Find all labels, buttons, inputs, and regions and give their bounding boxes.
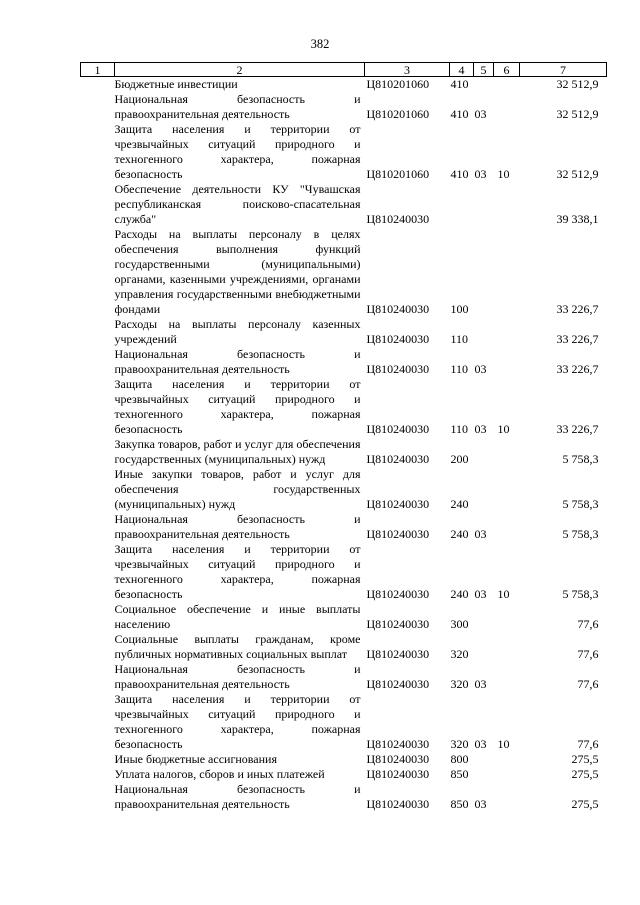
amount-cell: 32 512,9	[556, 167, 599, 181]
subsection-cell	[494, 347, 520, 377]
expense-type-cell: 240	[450, 587, 469, 601]
section-cell	[474, 437, 494, 467]
table-row	[81, 437, 607, 467]
row-number-cell	[81, 377, 115, 437]
target-code-cell: Ц810240030	[366, 737, 430, 751]
target-code-cell: Ц810240030	[366, 452, 430, 466]
table-row	[81, 182, 607, 227]
amount-cell: 5 758,3	[562, 497, 599, 511]
expense-type-cell: 410	[450, 77, 469, 91]
expense-type-cell: 850	[450, 767, 469, 781]
amount-cell: 5 758,3	[562, 452, 599, 466]
amount-cell: 275,5	[571, 752, 599, 766]
target-code-cell: Ц810201060	[366, 107, 430, 121]
expense-type-cell: 100	[450, 302, 469, 316]
target-code-cell: Ц810240030	[366, 497, 430, 511]
table-row	[81, 542, 607, 602]
subsection-cell	[494, 92, 520, 122]
section-cell: 03	[474, 362, 487, 376]
table-row	[81, 122, 607, 182]
expense-type-cell: 300	[450, 617, 469, 631]
item-name-cell: Расходы на выплаты персоналу в целях обеспечения выполнения функций государственными (муниципальными) органами, казенными учреждениями, органами управления государственными внебюджетными фондами	[114, 227, 361, 316]
target-code-cell: Ц810240030	[366, 677, 430, 691]
subsection-cell	[494, 182, 520, 227]
amount-cell: 77,6	[577, 647, 599, 661]
expense-type-cell: 320	[450, 647, 469, 661]
item-name-cell: Национальная безопасность и правоохранительная деятельность	[114, 347, 361, 376]
row-number-cell	[81, 602, 115, 632]
table-row	[81, 782, 607, 812]
section-cell	[474, 227, 494, 317]
table-row	[81, 692, 607, 752]
item-name-cell: Обеспечение деятельности КУ "Чувашская республиканская поисково-спасательная служба"	[114, 182, 361, 226]
page-number: 382	[310, 37, 330, 51]
expense-type-cell: 320	[450, 677, 469, 691]
target-code-cell: Ц810240030	[366, 422, 430, 436]
item-name-cell: Защита населения и территории от чрезвычайных ситуаций природного и техногенного характера, пожарная безопасность	[114, 377, 361, 436]
row-number-cell	[81, 542, 115, 602]
amount-cell: 77,6	[577, 617, 599, 631]
section-cell	[474, 752, 494, 767]
target-code-cell: Ц810240030	[366, 647, 430, 661]
item-name-cell: Национальная безопасность и правоохранительная деятельность	[114, 512, 361, 541]
section-cell: 03	[474, 107, 487, 121]
table-body	[81, 77, 607, 813]
amount-cell: 77,6	[577, 677, 599, 691]
item-name-cell: Закупка товаров, работ и услуг для обеспечения государственных (муниципальных) нужд	[114, 437, 361, 466]
budget-table	[80, 62, 607, 812]
section-cell	[474, 77, 494, 93]
item-name-cell: Национальная безопасность и правоохранительная деятельность	[114, 92, 361, 121]
section-cell: 03	[474, 677, 487, 691]
section-cell: 03	[474, 797, 487, 811]
row-number-cell	[81, 227, 115, 317]
amount-cell: 77,6	[577, 737, 599, 751]
item-name-cell: Защита населения и территории от чрезвычайных ситуаций природного и техногенного характера, пожарная безопасность	[114, 542, 361, 601]
amount-cell: 5 758,3	[562, 527, 599, 541]
expense-type-cell: 850	[450, 797, 469, 811]
item-name-cell: Уплата налогов, сборов и иных платежей	[114, 767, 325, 781]
subsection-cell	[494, 632, 520, 662]
item-name-cell: Социальные выплаты гражданам, кроме публичных нормативных социальных выплат	[114, 632, 361, 661]
amount-cell: 33 226,7	[556, 362, 599, 376]
row-number-cell	[81, 767, 115, 782]
row-number-cell	[81, 77, 115, 93]
target-code-cell: Ц810240030	[366, 302, 430, 316]
target-code-cell: Ц810240030	[366, 767, 430, 781]
row-number-cell	[81, 182, 115, 227]
expense-type-cell: 110	[450, 362, 469, 376]
amount-cell: 33 226,7	[556, 302, 599, 316]
row-number-cell	[81, 122, 115, 182]
amount-cell: 275,5	[571, 767, 599, 781]
row-number-cell	[81, 92, 115, 122]
item-name-cell: Национальная безопасность и правоохранительная деятельность	[114, 782, 361, 811]
column-header: 1	[81, 63, 115, 77]
subsection-cell: 10	[497, 422, 510, 436]
column-header: 4	[450, 63, 474, 77]
amount-cell: 5 758,3	[562, 587, 599, 601]
subsection-cell: 10	[497, 587, 510, 601]
row-number-cell	[81, 782, 115, 812]
expense-type-cell: 240	[450, 497, 469, 511]
subsection-cell: 10	[497, 167, 510, 181]
section-cell	[474, 467, 494, 512]
subsection-cell	[494, 77, 520, 93]
section-cell	[474, 602, 494, 632]
target-code-cell: Ц810240030	[366, 797, 430, 811]
subsection-cell	[494, 602, 520, 632]
target-code-cell: Ц810240030	[366, 362, 430, 376]
table-row	[81, 77, 607, 93]
subsection-cell	[494, 782, 520, 812]
subsection-cell: 10	[497, 737, 510, 751]
section-cell: 03	[474, 737, 487, 751]
table-row	[81, 377, 607, 437]
expense-type-cell: 200	[450, 452, 469, 466]
amount-cell: 33 226,7	[556, 332, 599, 346]
row-number-cell	[81, 512, 115, 542]
target-code-cell: Ц810201060	[366, 77, 430, 91]
subsection-cell	[494, 227, 520, 317]
target-code-cell: Ц810240030	[366, 587, 430, 601]
item-name-cell: Бюджетные инвестиции	[114, 77, 238, 91]
row-number-cell	[81, 662, 115, 692]
section-cell	[474, 182, 494, 227]
subsection-cell	[494, 752, 520, 767]
target-code-cell: Ц810240030	[366, 332, 430, 346]
subsection-cell	[494, 317, 520, 347]
column-header: 3	[365, 63, 450, 77]
section-cell	[474, 317, 494, 347]
row-number-cell	[81, 752, 115, 767]
table-row	[81, 347, 607, 377]
row-number-cell	[81, 632, 115, 662]
item-name-cell: Расходы на выплаты персоналу казенных учреждений	[114, 317, 361, 346]
table-row	[81, 602, 607, 632]
expense-type-cell: 320	[450, 737, 469, 751]
target-code-cell: Ц810240030	[366, 752, 430, 766]
section-cell: 03	[474, 587, 487, 601]
subsection-cell	[494, 467, 520, 512]
row-number-cell	[81, 692, 115, 752]
section-cell: 03	[474, 167, 487, 181]
target-code-cell: Ц810201060	[366, 167, 430, 181]
amount-cell: 33 226,7	[556, 422, 599, 436]
target-code-cell: Ц810240030	[366, 527, 430, 541]
table-row	[81, 92, 607, 122]
amount-cell: 32 512,9	[556, 77, 599, 91]
subsection-cell	[494, 767, 520, 782]
item-name-cell: Иные бюджетные ассигнования	[114, 752, 277, 766]
subsection-cell	[494, 437, 520, 467]
target-code-cell: Ц810240030	[366, 212, 430, 226]
amount-cell: 39 338,1	[556, 212, 599, 226]
row-number-cell	[81, 467, 115, 512]
column-header: 6	[494, 63, 520, 77]
expense-type-cell: 110	[450, 422, 469, 436]
item-name-cell: Защита населения и территории от чрезвычайных ситуаций природного и техногенного характера, пожарная безопасность	[114, 122, 361, 181]
section-cell: 03	[474, 527, 487, 541]
row-number-cell	[81, 317, 115, 347]
table-row	[81, 752, 607, 767]
amount-cell: 275,5	[571, 797, 599, 811]
table-row	[81, 512, 607, 542]
item-name-cell: Социальное обеспечение и иные выплаты населению	[114, 602, 361, 631]
item-name-cell: Защита населения и территории от чрезвычайных ситуаций природного и техногенного характера, пожарная безопасность	[114, 692, 361, 751]
subsection-cell	[494, 512, 520, 542]
expense-type-cell: 240	[450, 527, 469, 541]
amount-cell: 32 512,9	[556, 107, 599, 121]
expense-type-cell	[450, 182, 474, 227]
column-header: 2	[115, 63, 365, 77]
section-cell	[474, 632, 494, 662]
column-header: 7	[520, 63, 607, 77]
column-header: 5	[474, 63, 494, 77]
table-header-row	[81, 63, 607, 77]
table-row	[81, 767, 607, 782]
expense-type-cell: 110	[450, 332, 469, 346]
item-name-cell: Национальная безопасность и правоохранительная деятельность	[114, 662, 361, 691]
section-cell	[474, 767, 494, 782]
table-row	[81, 317, 607, 347]
table-row	[81, 662, 607, 692]
table-row	[81, 227, 607, 317]
section-cell: 03	[474, 422, 487, 436]
subsection-cell	[494, 662, 520, 692]
table-row	[81, 632, 607, 662]
expense-type-cell: 410	[450, 107, 469, 121]
row-number-cell	[81, 437, 115, 467]
target-code-cell: Ц810240030	[366, 617, 430, 631]
row-number-cell	[81, 347, 115, 377]
table-row	[81, 467, 607, 512]
expense-type-cell: 410	[450, 167, 469, 181]
expense-type-cell: 800	[450, 752, 469, 766]
item-name-cell: Иные закупки товаров, работ и услуг для обеспечения государственных (муниципальных) нужд	[114, 467, 361, 511]
